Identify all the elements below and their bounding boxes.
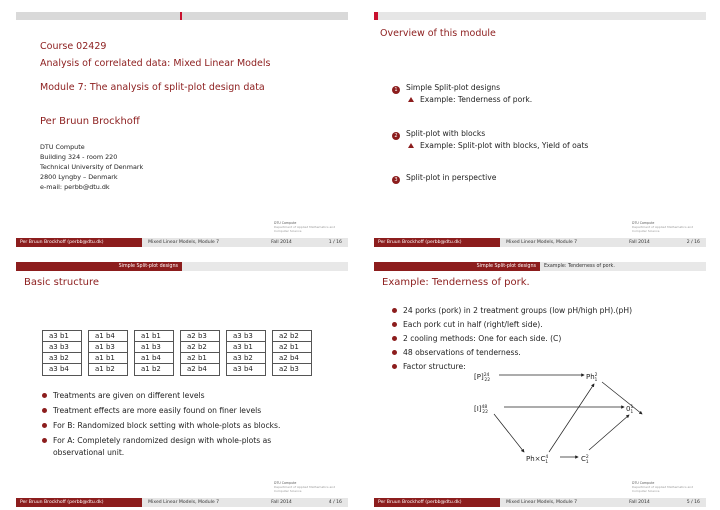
bullet-item: 24 porks (pork) in 2 treatment groups (low pH/high pH).(pH)	[392, 305, 632, 317]
slide-basic-structure	[16, 262, 348, 507]
toc-item-3[interactable]: 3 Split-plot in perspective	[392, 172, 496, 184]
dtu-logo: DTU Compute Department of Applied Mathematics and Computer Science	[632, 481, 694, 493]
whole-plot: a2 b3 a2 b2 a2 b1 a2 b4	[180, 330, 220, 376]
node-zero: $0^1$ 1	[626, 405, 634, 415]
footer: Per Bruun Brockhoff (perbb@dtu.dk) Mixed Linear Models, Module 7 Fall 2014 2 / 16	[374, 238, 706, 247]
slide-title: Overview of this module	[380, 28, 496, 39]
slide-overview	[374, 2, 706, 247]
module-title: Module 7: The analysis of split-plot design data	[40, 82, 265, 93]
bullet-item: 2 cooling methods: One for each side. (C)	[392, 333, 561, 345]
bullet-continuation: observational unit.	[53, 448, 125, 457]
footer: Per Bruun Brockhoff (perbb@dtu.dk) Mixed Linear Models, Module 7 Fall 2014 5 / 16	[374, 498, 706, 507]
toc-subitem-1[interactable]: Example: Tenderness of pork.	[408, 94, 532, 106]
dtu-logo: DTU Compute Department of Applied Mathematics and Computer Science	[274, 221, 336, 233]
author-name: Per Bruun Brockhoff	[40, 116, 140, 127]
section-header: Simple Split-plot designs Example: Tenderness of pork.	[374, 262, 706, 271]
footer: Per Bruun Brockhoff (perbb@dtu.dk) Mixed Linear Models, Module 7 Fall 2014 4 / 16	[16, 498, 348, 507]
factor-structure-diagram	[464, 362, 644, 472]
course-title: Analysis of correlated data: Mixed Linear Models	[40, 58, 271, 69]
node-pork: $[P]^{24}$ 22	[474, 373, 491, 383]
bullet-item: For B: Randomized block setting with whole-plots as blocks.	[42, 420, 280, 432]
section-header: Simple Split-plot designs	[16, 262, 348, 271]
whole-plot: a3 b1 a3 b3 a3 b2 a3 b4	[42, 330, 82, 376]
slide-title: Example: Tenderness of pork.	[382, 277, 530, 288]
node-individual: $[I]^{48}$ 22	[474, 405, 488, 415]
footer: Per Bruun Brockhoff (perbb@dtu.dk) Mixed Linear Models, Module 7 Fall 2014 1 / 16	[16, 238, 348, 247]
course-number: Course 02429	[40, 41, 107, 52]
whole-plot: a1 b1 a1 b3 a1 b4 a1 b2	[134, 330, 174, 376]
slide-title	[16, 2, 348, 247]
toc-item-1[interactable]: 1 Simple Split-plot designs	[392, 82, 500, 94]
affiliation: DTU Compute Building 324 - room 220 Technical University of Denmark 2800 Lyngby – Denmark e-mail: perbb@dtu.dk	[40, 143, 144, 191]
slide-title: Basic structure	[24, 277, 100, 288]
whole-plot: a3 b3 a3 b1 a3 b2 a3 b4	[226, 330, 266, 376]
bullet-item: Treatment effects are more easily found on finer levels	[42, 405, 261, 417]
slide-tenderness	[374, 262, 706, 507]
node-c: $C^2$ 1	[581, 455, 589, 465]
node-ph: Ph$^2$ 1	[586, 373, 598, 383]
bullet-item: 48 observations of tenderness.	[392, 347, 521, 359]
bullet-item: Factor structure:	[392, 361, 466, 373]
node-ph-c: $Ph\times C^4$ 1	[526, 455, 549, 465]
toc-item-2[interactable]: 2 Split-plot with blocks	[392, 128, 485, 140]
dtu-logo: DTU Compute Department of Applied Mathematics and Computer Science	[274, 481, 336, 493]
bullet-item: For A: Completely randomized design with whole-plots as	[42, 435, 271, 447]
toc-subitem-2[interactable]: Example: Split-plot with blocks, Yield of oats	[408, 140, 588, 152]
split-plot-grid	[42, 330, 312, 376]
dtu-logo: DTU Compute Department of Applied Mathematics and Computer Science	[632, 221, 694, 233]
bullet-item: Treatments are given on different levels	[42, 390, 205, 402]
whole-plot: a2 b2 a2 b1 a2 b4 a2 b3	[272, 330, 312, 376]
bullet-item: Each pork cut in half (right/left side).	[392, 319, 543, 331]
whole-plot: a1 b4 a1 b3 a1 b1 a1 b2	[88, 330, 128, 376]
